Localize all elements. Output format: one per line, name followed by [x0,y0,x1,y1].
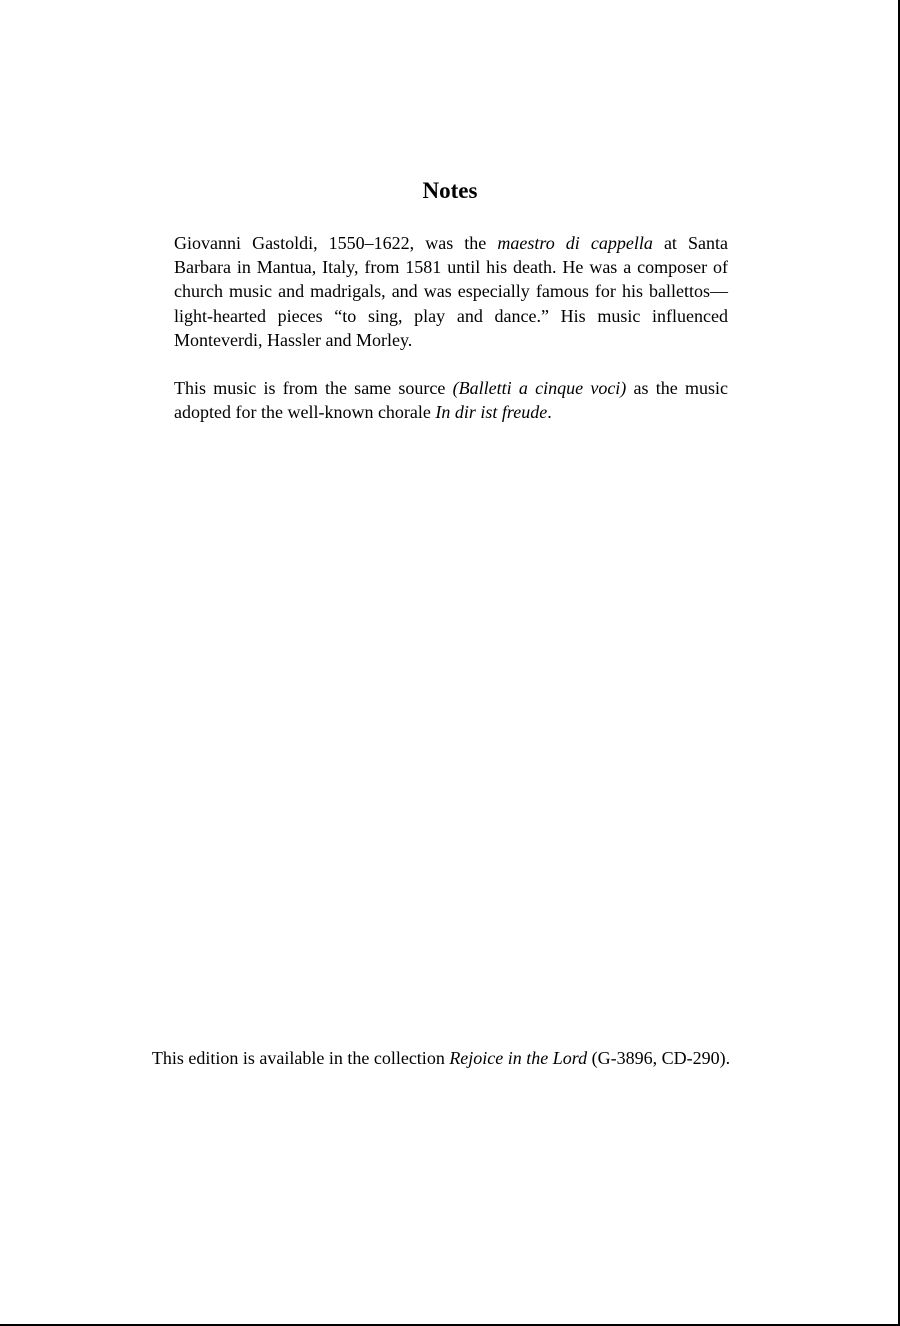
footer-text-start: This edition is available in the collection [151,1048,450,1068]
source-chorale-italic: In dir ist freude [435,402,548,423]
footer-collection-italic: Rejoice in the Lord [449,1048,588,1068]
notes-paragraph-source [174,376,728,424]
footer-text-end: (G-3896, CD-290). [587,1048,731,1068]
biography-text-start: Giovanni Gastoldi, 1550–1622, was the [174,233,498,253]
page-title: Notes [422,178,478,203]
notes-paragraph-biography [174,231,728,352]
source-collection-italic: (Balletti a cinque voci) [452,378,627,399]
edition-footer-note [0,1046,882,1070]
source-text-start: This music is from the same source [174,378,453,399]
notes-body [174,231,728,424]
biography-text-end: at Santa Barbara in Mantua, Italy, from 1581 until his death. He was a composer of church music and madrigals, and was especially famous for his ballettos—light-hearted pieces “to sing, play and dance.” His music influenced Monteverdi, Hassler and Morley. [174,233,728,350]
biography-title-italic: maestro di cappella [497,233,653,253]
source-text-end: . [547,402,552,423]
source-text-middle: as the music adopted for the well-known chorale [174,378,729,423]
